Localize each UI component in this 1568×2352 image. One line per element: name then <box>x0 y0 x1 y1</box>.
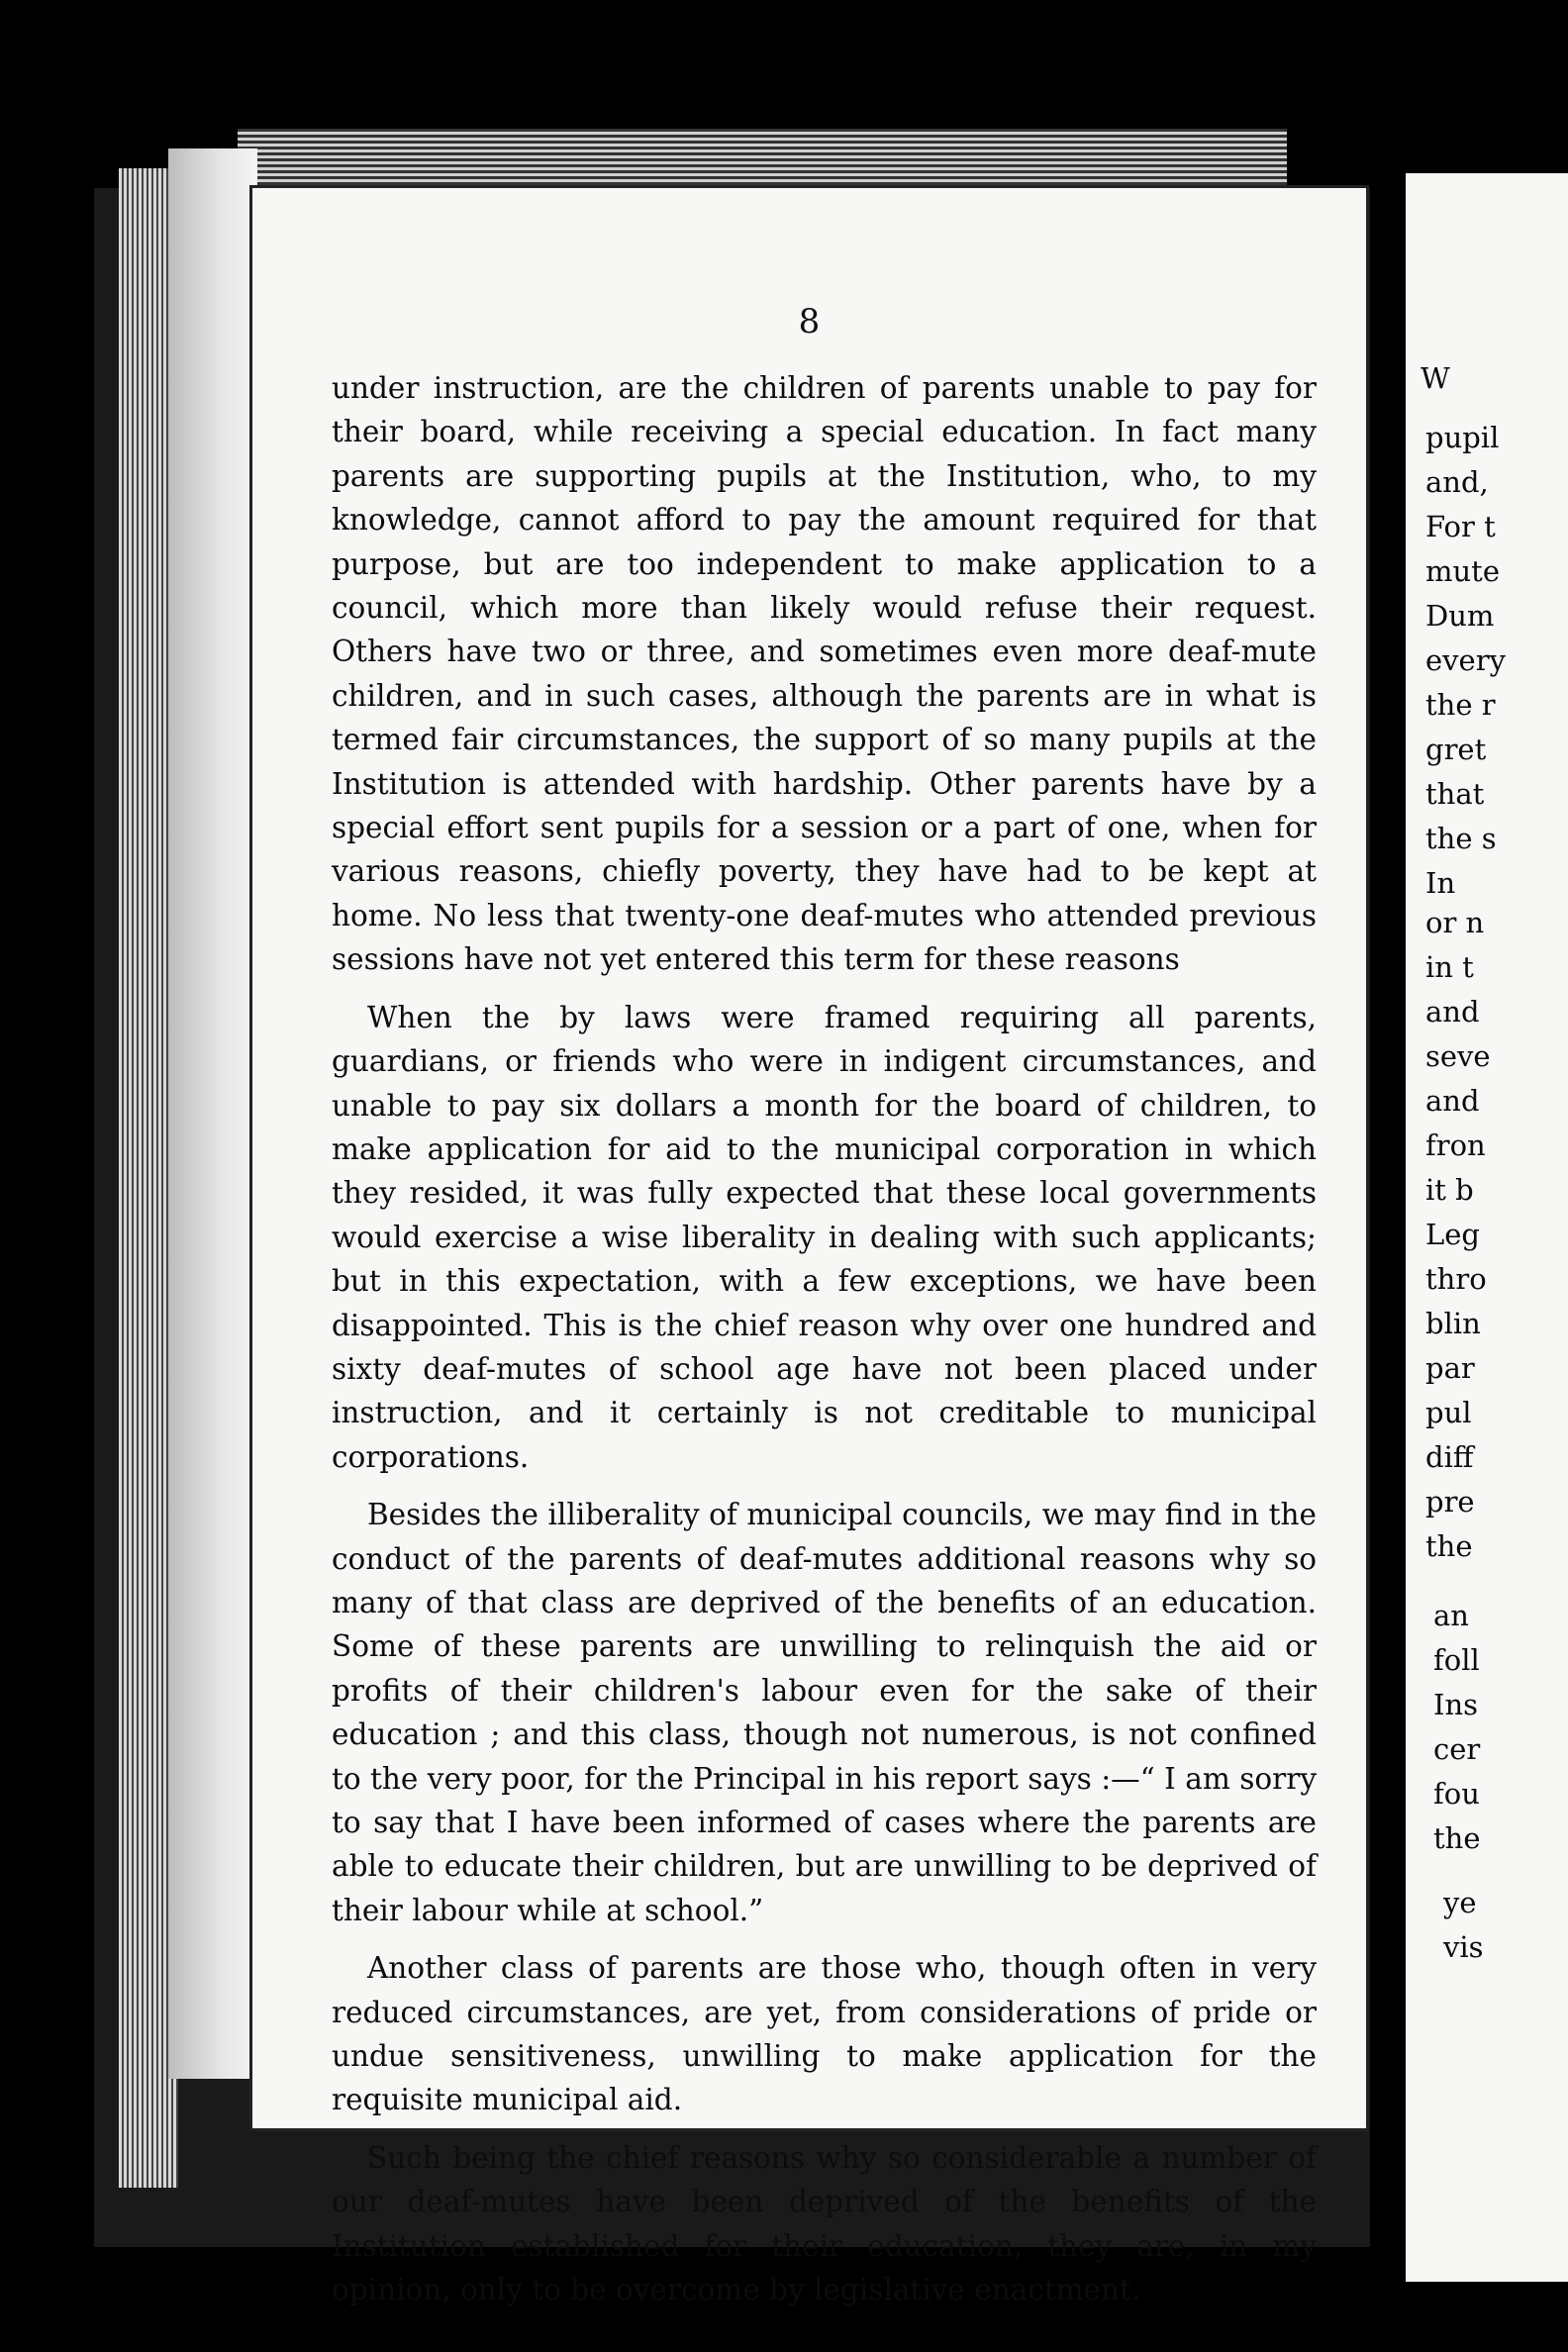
adjacent-page-line: Dum <box>1425 599 1495 633</box>
adjacent-page-line: W <box>1421 361 1450 395</box>
adjacent-page-line: fou <box>1433 1777 1480 1811</box>
adjacent-page-line: gret <box>1425 733 1487 766</box>
adjacent-page-line: vis <box>1443 1930 1484 1964</box>
adjacent-page-line: and <box>1425 995 1480 1029</box>
adjacent-page-line: the s <box>1425 822 1497 855</box>
adjacent-page-line: or n <box>1425 906 1485 939</box>
adjacent-page-line: it b <box>1425 1173 1474 1207</box>
adjacent-page-line: Leg <box>1425 1218 1480 1251</box>
adjacent-page-line: and <box>1425 1084 1480 1118</box>
adjacent-page-line: diff <box>1425 1440 1474 1474</box>
adjacent-page-line: ye <box>1443 1886 1477 1919</box>
adjacent-page-line: seve <box>1425 1039 1491 1073</box>
adjacent-page-line: par <box>1425 1351 1475 1385</box>
page-text <box>332 366 1317 2325</box>
adjacent-page-line: mute <box>1425 554 1500 588</box>
page-number: 8 <box>798 302 821 342</box>
page-edges-top <box>238 129 1287 188</box>
book-page <box>252 188 1366 2307</box>
adjacent-page-line: that <box>1425 777 1485 811</box>
adjacent-page-line: foll <box>1433 1643 1480 1677</box>
paragraph-2: When the by laws were framed requiring all parents, guardians, or friends who were in indigent circumstances, and unable to pay six dollars a month for the board of children, to make application for aid to the municipal corporation in which they resided, it was fully expected that these local governments would exercise a wise liberality in dealing with such applicants; but in this expectation, with a few exceptions, we have been disappointed. This is the chief reason why over one hundred and sixty deaf-mutes of school age have not been placed under instruction, and it certainly is not creditable to municipal corporations. <box>332 1000 1317 1474</box>
adjacent-page-line: cer <box>1433 1732 1481 1766</box>
adjacent-page-line: and, <box>1425 465 1489 499</box>
adjacent-page-line: fron <box>1425 1128 1486 1162</box>
adjacent-page-line: in t <box>1425 950 1474 984</box>
adjacent-page-line: Ins <box>1433 1688 1479 1721</box>
paragraph-3: Besides the illiberality of municipal councils, we may find in the conduct of the parents of deaf-mutes additional reasons why so many of that class are deprived of the benefits of an education. Some of these parents are unwilling to relinquish the aid or profits of their children's labour even for the sake of their education ; and this class, though not numerous, is not confined to the very poor, for the Principal in his report says :—“ I am sorry to say that I have been informed of cases where the parents are able to educate their children, but are unwilling to be deprived of their labour while at school.” <box>332 1498 1317 1927</box>
adjacent-page-line: pul <box>1425 1396 1472 1429</box>
page-gap <box>1370 148 1406 2352</box>
adjacent-page-line: the r <box>1425 688 1496 722</box>
binding-gutter <box>168 148 257 2079</box>
adjacent-page-line: an <box>1433 1599 1469 1632</box>
paragraph-5: Such being the chief reasons why so considerable a number of our deaf-mutes have been deprived of the benefits of the Institution established for their education, they are, in my opinion, only to be overcome by legislative enactment. <box>332 2140 1317 2307</box>
adjacent-page-line: blin <box>1425 1307 1481 1340</box>
adjacent-page-line: every <box>1425 643 1506 677</box>
adjacent-page-line: the <box>1433 1821 1481 1855</box>
paragraph-4: Another class of parents are those who, though often in very reduced circumstances, are yet, from considerations of pride or undue sensitiveness, unwilling to make application for the requisite municipal aid. <box>332 1951 1317 2117</box>
adjacent-page-line: pre <box>1425 1485 1475 1519</box>
adjacent-page-line: pupil <box>1425 421 1500 454</box>
adjacent-page-line: In <box>1425 866 1456 900</box>
paragraph-1: under instruction, are the children of parents unable to pay for their board, while receiving a special education. In fact many parents are supporting pupils at the Institution, who, to my knowledge, cannot afford to pay the amount required for that purpose, but are too independent to make application to a council, which more than likely would refuse their request. Others have two or three, and sometimes even more deaf-mute children, and in such cases, although the parents are in what is termed fair circumstances, the support of so many pupils at the Institution is attended with hardship. Other parents have by a special effort sent pupils for a session or a part of one, when for various reasons, chiefly poverty, they have had to be kept at home. No less that twenty-one deaf-mutes who attended previous sessions have not yet entered this term for these reasons <box>332 371 1317 977</box>
adjacent-page-line: the <box>1425 1529 1473 1563</box>
adjacent-page-line: For t <box>1425 510 1496 543</box>
adjacent-page <box>1406 173 1568 2282</box>
adjacent-page-line: thro <box>1425 1262 1487 1296</box>
